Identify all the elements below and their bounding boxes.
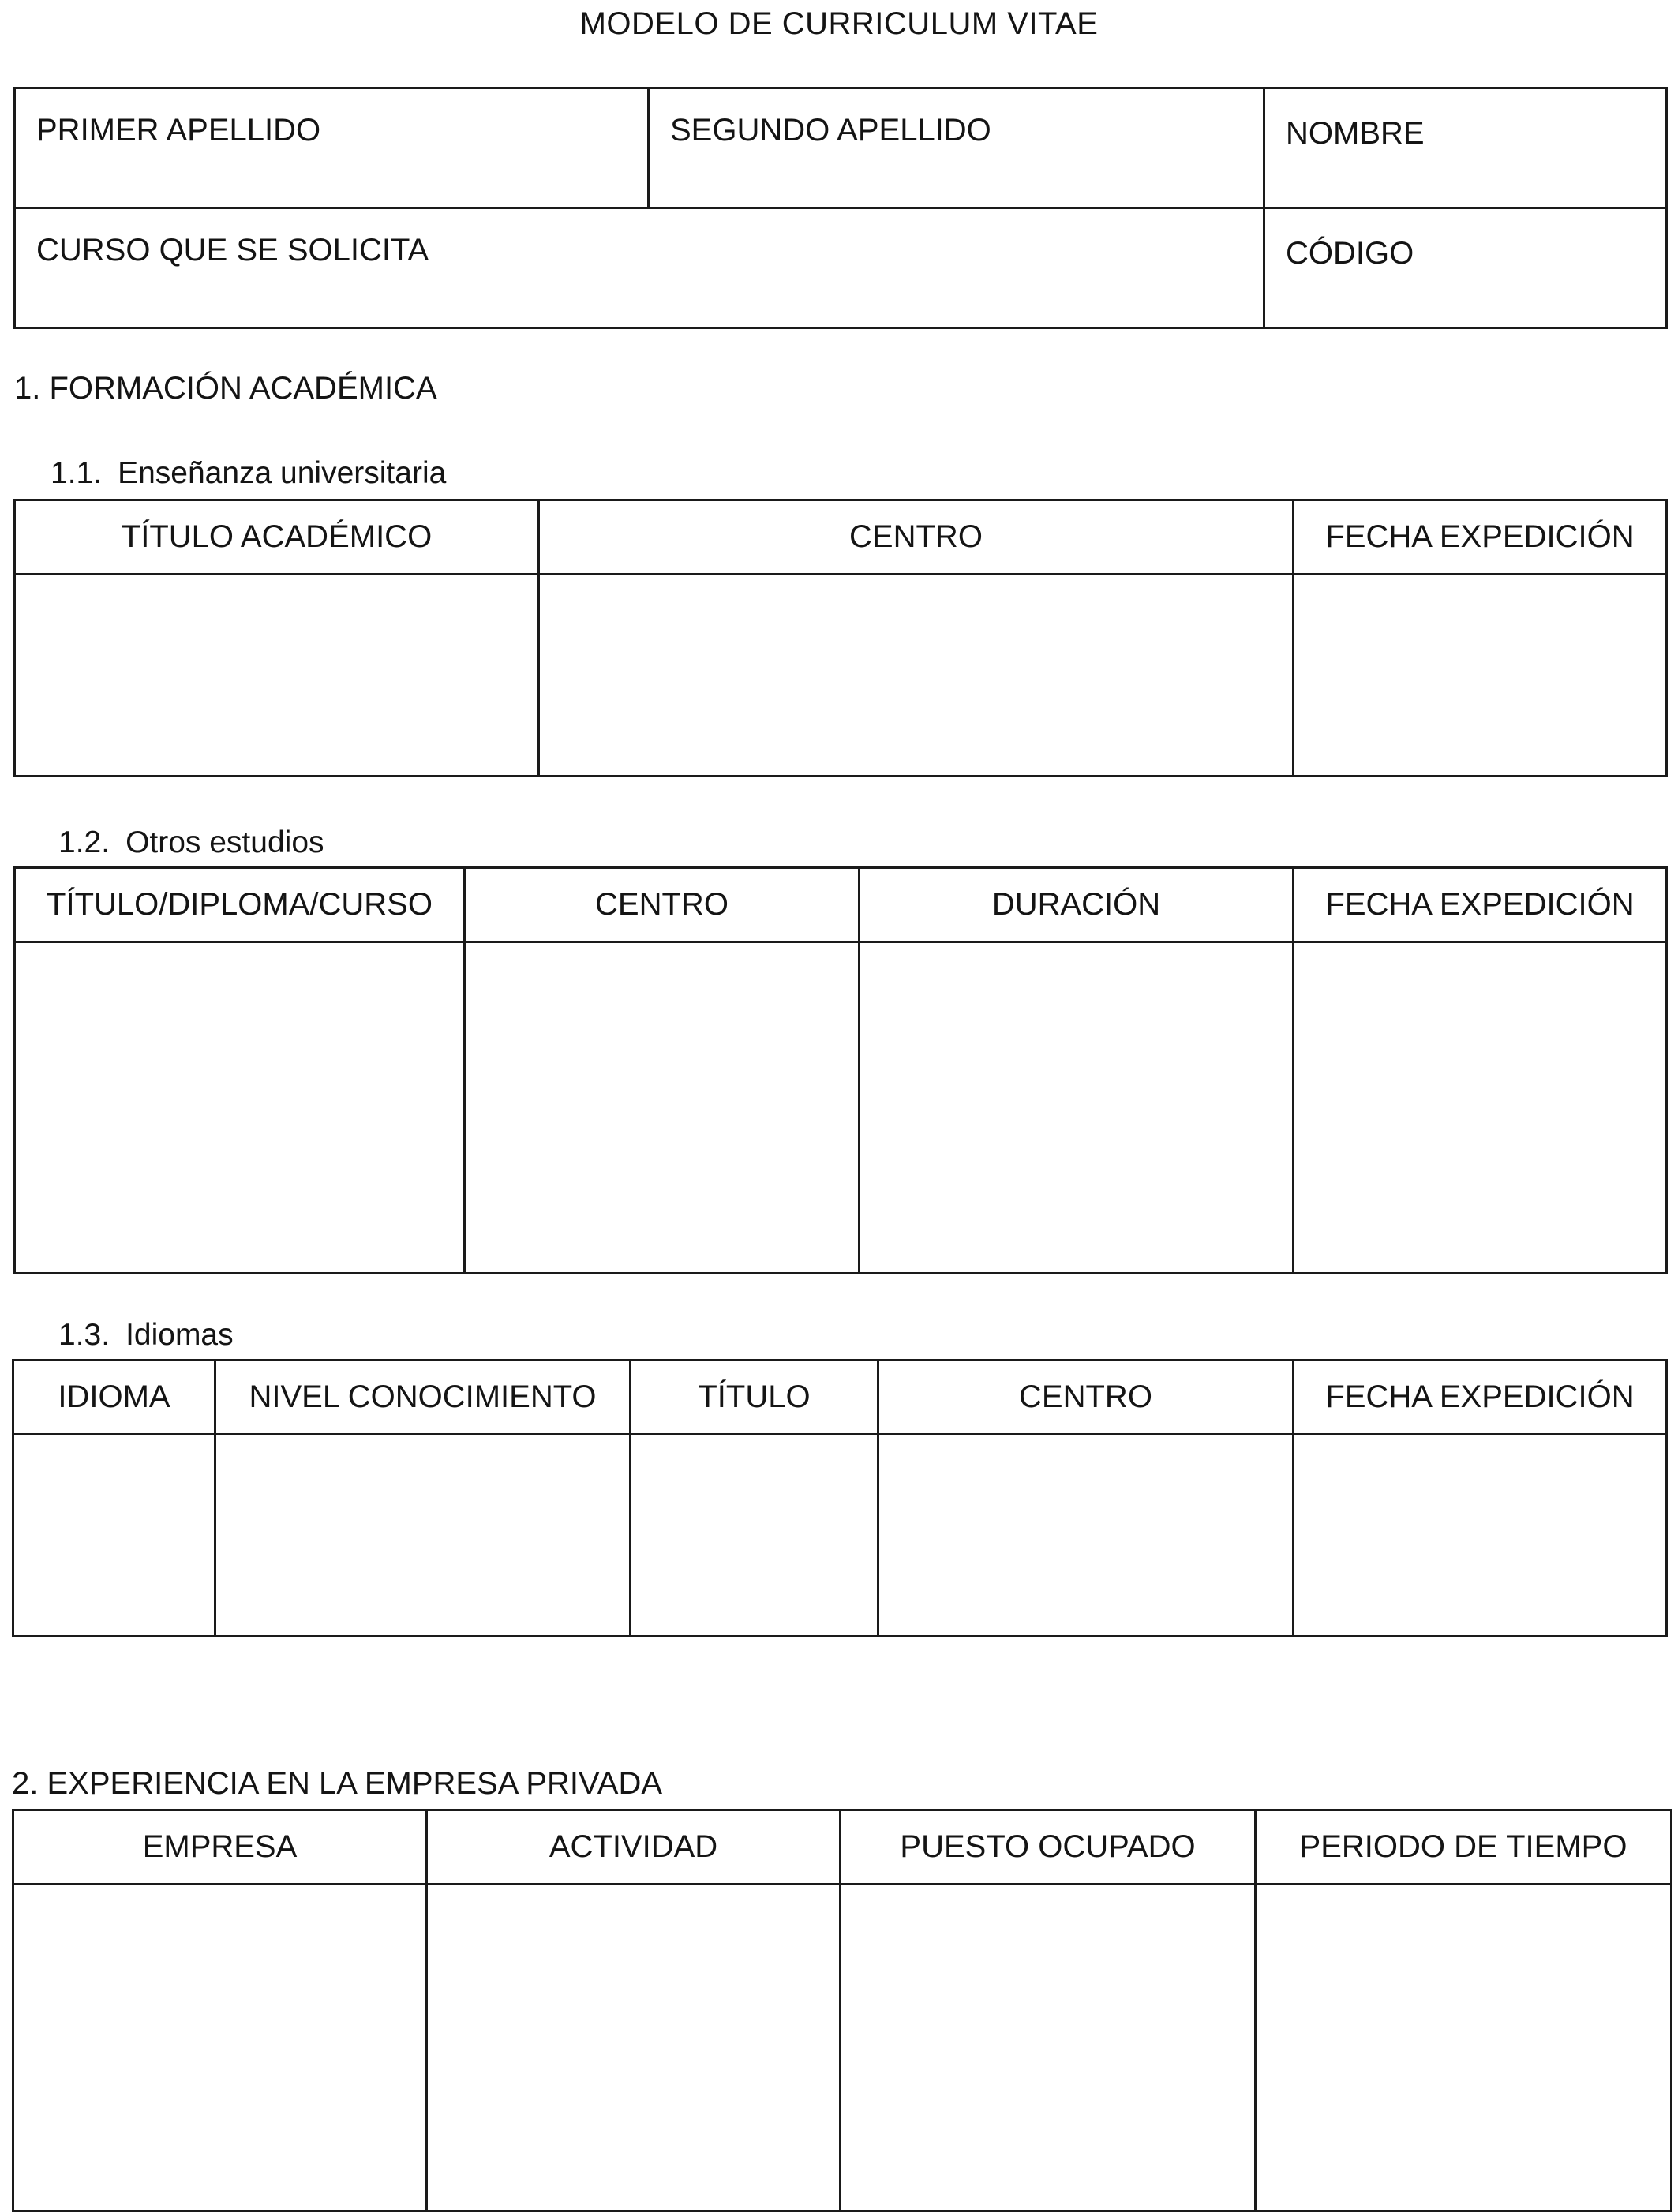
column-header: PUESTO OCUPADO (841, 1810, 1256, 1885)
table-cell[interactable] (860, 942, 1294, 1274)
primer-apellido-field[interactable] (15, 88, 649, 208)
segundo-apellido-field[interactable] (649, 88, 1264, 208)
table-cell[interactable] (539, 575, 1294, 777)
column-header: TÍTULO (631, 1361, 878, 1435)
subsection-1-2-heading (58, 825, 324, 860)
column-header: CENTRO (539, 500, 1294, 575)
section-1-heading: 1. FORMACIÓN ACADÉMICA (14, 371, 437, 406)
column-header: TÍTULO ACADÉMICO (15, 500, 539, 575)
column-header: CENTRO (878, 1361, 1294, 1435)
page-title: MODELO DE CURRICULUM VITAE (579, 6, 1099, 41)
subsection-1-2-label: Otros estudios (125, 825, 324, 859)
column-header: CENTRO (465, 868, 860, 942)
subsection-1-1-label: Enseñanza universitaria (118, 456, 447, 490)
column-header: DURACIÓN (860, 868, 1294, 942)
other-studies-table (13, 866, 1668, 1274)
table-cell[interactable] (13, 1435, 215, 1637)
table-cell[interactable] (1256, 1885, 1672, 2211)
curso-label: CURSO QUE SE SOLICITA (36, 233, 429, 268)
column-header: ACTIVIDAD (427, 1810, 841, 1885)
experience-table (12, 1809, 1672, 2212)
languages-table (12, 1359, 1668, 1637)
table-cell[interactable] (841, 1885, 1256, 2211)
segundo-apellido-label: SEGUNDO APELLIDO (670, 113, 991, 148)
codigo-field[interactable] (1264, 208, 1667, 328)
section-2-heading: 2. EXPERIENCIA EN LA EMPRESA PRIVADA (12, 1766, 663, 1801)
column-header: FECHA EXPEDICIÓN (1294, 1361, 1667, 1435)
nombre-label: NOMBRE (1286, 116, 1425, 151)
university-table (13, 499, 1668, 777)
column-header: IDIOMA (13, 1361, 215, 1435)
subsection-1-3-number: 1.3. (58, 1318, 110, 1352)
column-header: NIVEL CONOCIMIENTO (215, 1361, 631, 1435)
subsection-1-2-number: 1.2. (58, 825, 110, 859)
column-header: FECHA EXPEDICIÓN (1294, 500, 1667, 575)
column-header: EMPRESA (13, 1810, 427, 1885)
curso-field[interactable] (15, 208, 1264, 328)
table-cell[interactable] (13, 1885, 427, 2211)
table-cell[interactable] (1294, 575, 1667, 777)
table-cell[interactable] (15, 575, 539, 777)
column-header: FECHA EXPEDICIÓN (1294, 868, 1667, 942)
column-header: PERIODO DE TIEMPO (1256, 1810, 1672, 1885)
nombre-field[interactable] (1264, 88, 1667, 208)
table-cell[interactable] (878, 1435, 1294, 1637)
table-cell[interactable] (215, 1435, 631, 1637)
personal-data-table (13, 87, 1668, 329)
subsection-1-3-heading (58, 1318, 234, 1353)
subsection-1-1-number: 1.1. (51, 456, 103, 490)
primer-apellido-label: PRIMER APELLIDO (36, 113, 321, 148)
table-cell[interactable] (465, 942, 860, 1274)
table-cell[interactable] (1294, 942, 1667, 1274)
table-cell[interactable] (15, 942, 465, 1274)
subsection-1-3-label: Idiomas (125, 1318, 234, 1352)
column-header: TÍTULO/DIPLOMA/CURSO (15, 868, 465, 942)
subsection-1-1-heading (51, 456, 446, 491)
table-cell[interactable] (631, 1435, 878, 1637)
codigo-label: CÓDIGO (1286, 236, 1414, 271)
table-cell[interactable] (427, 1885, 841, 2211)
table-cell[interactable] (1294, 1435, 1667, 1637)
